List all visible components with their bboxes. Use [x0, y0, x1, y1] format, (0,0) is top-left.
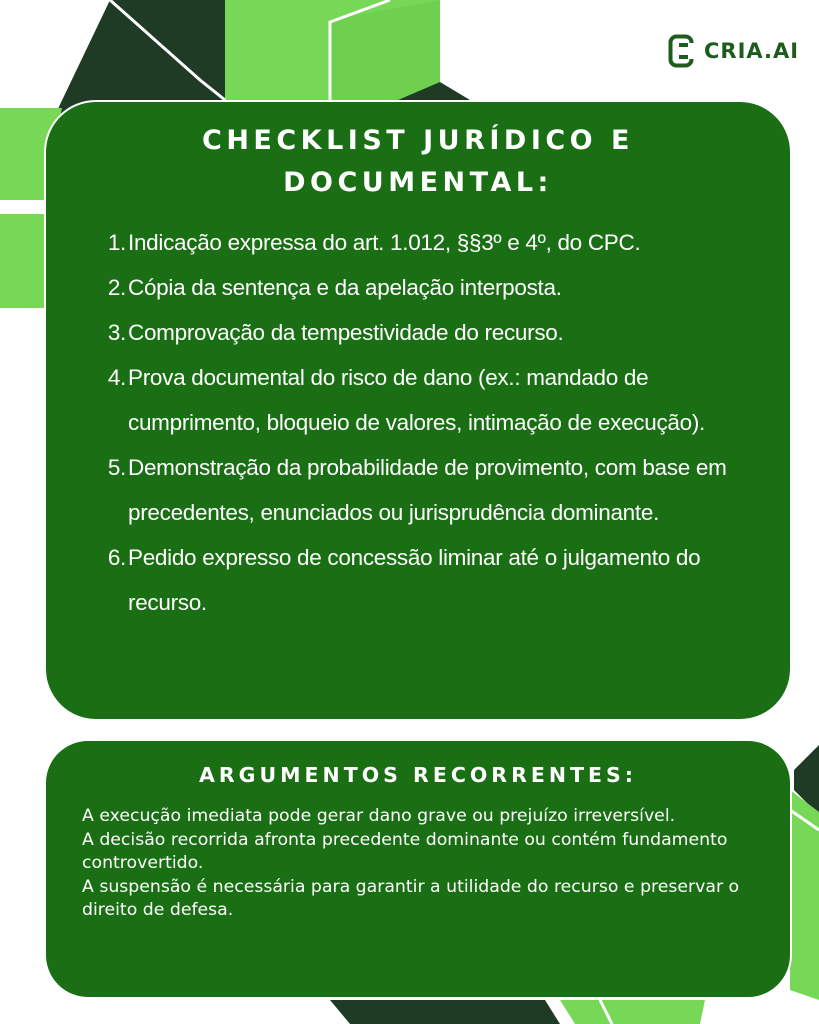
checklist-title [46, 120, 790, 204]
item-number: 2. [107, 275, 126, 300]
item-text: Pedido expresso de concessão liminar até o julgamento do recurso. [128, 545, 701, 615]
checklist-item [104, 265, 770, 310]
checklist-title-line2: DOCUMENTAL: [283, 167, 553, 198]
checklist-item [104, 535, 770, 625]
checklist-item [104, 445, 770, 535]
item-number: 5. [107, 455, 126, 480]
item-number: 6. [107, 545, 126, 570]
argument-item: A decisão recorrida afronta precedente dominante ou contém fundamento controvertido. [82, 829, 728, 873]
brand-logo [668, 33, 799, 69]
item-text: Indicação expressa do art. 1.012, §§3º e 4º, do CPC. [128, 230, 641, 255]
item-number: 3. [107, 320, 126, 345]
checklist-card [44, 100, 792, 721]
checklist-title-line1: CHECKLIST JURÍDICO E [202, 125, 634, 156]
checklist-item [104, 310, 770, 355]
item-text: Demonstração da probabilidade de provimento, com base em precedentes, enunciados ou jurisprudência dominante. [128, 455, 727, 525]
item-text: Cópia da sentença e da apelação interposta. [128, 275, 562, 300]
arguments-card [44, 739, 792, 999]
checklist-item [104, 220, 770, 265]
arguments-title: ARGUMENTOS RECORRENTES: [199, 763, 637, 787]
item-number: 4. [107, 365, 126, 390]
checklist-list [104, 220, 770, 625]
item-number: 1. [107, 230, 126, 255]
item-text: Comprovação da tempestividade do recurso. [128, 320, 564, 345]
brand-mark-icon [668, 34, 694, 68]
brand-name: CRIA.AI [704, 39, 800, 63]
arguments-list [82, 805, 764, 923]
item-text: Prova documental do risco de dano (ex.: mandado de cumprimento, bloqueio de valores, intimação de execução). [128, 365, 705, 435]
argument-item: A suspensão é necessária para garantir a utilidade do recurso e preservar o direito de defesa. [82, 876, 740, 920]
argument-item: A execução imediata pode gerar dano grave ou prejuízo irreversível. [82, 806, 676, 826]
checklist-item [104, 355, 770, 445]
